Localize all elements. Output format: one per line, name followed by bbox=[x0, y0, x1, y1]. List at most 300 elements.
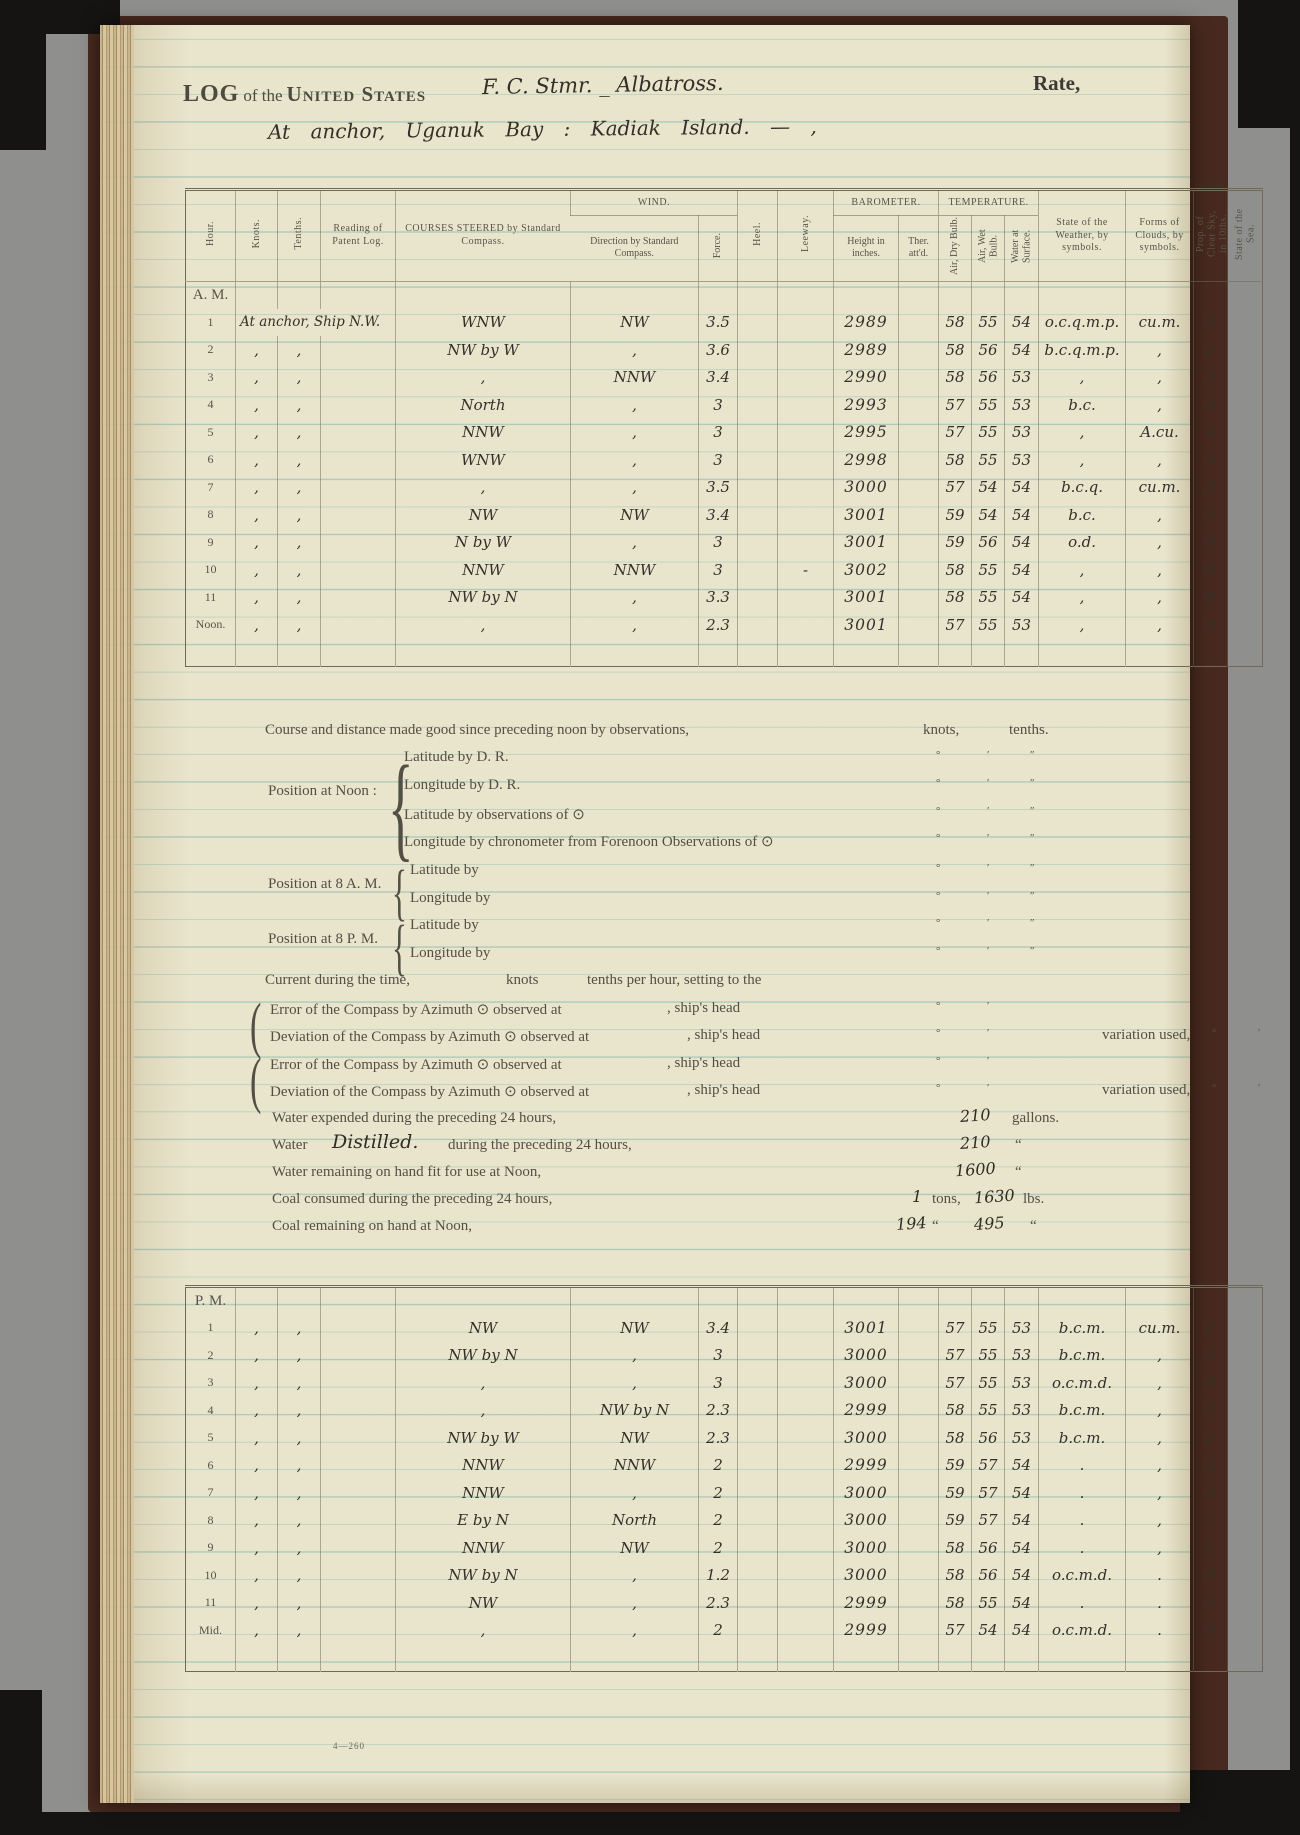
cell-clouds: A.cu. bbox=[1126, 419, 1194, 447]
cell-sea bbox=[1228, 611, 1263, 639]
cell-wind: NW bbox=[571, 501, 699, 529]
cell-dry: 58 bbox=[939, 336, 972, 364]
col-header-courses: COURSES STEERED by Standard Compass. bbox=[396, 190, 571, 282]
ships-head-label: , ship's head bbox=[667, 1055, 741, 1071]
course-distance-label: Course and distance made good since preceding noon by observations, bbox=[265, 722, 690, 738]
cell-sea bbox=[1228, 419, 1263, 447]
cell-tenths: , bbox=[278, 364, 321, 392]
empty-cell bbox=[1005, 1287, 1039, 1315]
cell-heel bbox=[738, 1342, 778, 1370]
cell-ther bbox=[899, 364, 939, 392]
pm-filler-row bbox=[186, 1644, 1263, 1672]
cell-sky: 0 bbox=[1194, 529, 1228, 557]
cell-hour: 7 bbox=[207, 479, 214, 494]
cell-leeway bbox=[778, 1589, 834, 1617]
tenths-label: tenths. bbox=[1009, 722, 1049, 738]
col-header-knots: Knots. bbox=[236, 190, 278, 282]
knots-label: knots, bbox=[923, 722, 960, 738]
empty-cell bbox=[972, 1644, 1005, 1672]
water-expended-label: Water expended during the preceding 24 hours, bbox=[272, 1110, 557, 1126]
coal-consumed-line bbox=[100, 1185, 1190, 1213]
cell-knots: , bbox=[236, 529, 278, 557]
am-log-table bbox=[185, 188, 1263, 667]
cell-weather: , bbox=[1039, 556, 1126, 584]
empty-cell bbox=[778, 1644, 834, 1672]
cell-wind: NW bbox=[571, 1534, 699, 1562]
empty-cell bbox=[1228, 281, 1263, 309]
cell-sky: 3 bbox=[1194, 364, 1228, 392]
cell-leeway bbox=[778, 419, 834, 447]
tons-label: tons, bbox=[932, 1191, 961, 1207]
cell-sky: 3 bbox=[1194, 474, 1228, 502]
lat-8am-line bbox=[100, 862, 1190, 884]
cell-wind: , bbox=[571, 1562, 699, 1590]
cell-knots: , bbox=[236, 336, 278, 364]
cell-baro: 2989 bbox=[834, 309, 899, 337]
cell-wind: , bbox=[571, 584, 699, 612]
cell-heel bbox=[738, 309, 778, 337]
cell-course: NW by N bbox=[396, 584, 571, 612]
lat-8pm-line bbox=[100, 917, 1190, 939]
col-header-tenths: Tenths. bbox=[278, 190, 321, 282]
cell-water: 54 bbox=[1005, 474, 1039, 502]
cell-log bbox=[321, 1589, 396, 1617]
cell-knots: , bbox=[236, 1397, 278, 1425]
empty-cell bbox=[738, 639, 778, 667]
col-header-weather: State of the Weather, by symbols. bbox=[1039, 190, 1126, 282]
coal-consumed-label: Coal consumed during the preceding 24 hours, bbox=[272, 1191, 553, 1207]
cell-log bbox=[321, 1397, 396, 1425]
degree-mark: ° bbox=[936, 890, 941, 902]
cell-course: WNW bbox=[396, 309, 571, 337]
empty-cell bbox=[1194, 1644, 1228, 1672]
cell-wind: NNW bbox=[571, 556, 699, 584]
cell-knots: , bbox=[236, 1507, 278, 1535]
col-header-leeway: Leeway. bbox=[778, 190, 834, 282]
cell-wind: , bbox=[571, 336, 699, 364]
cell-wind: , bbox=[571, 1369, 699, 1397]
cell-baro: 3000 bbox=[834, 1424, 899, 1452]
compass-error-line-2 bbox=[100, 1055, 1190, 1077]
cell-force: 3 bbox=[699, 556, 738, 584]
col-header-clouds: Forms of Clouds, by symbols. bbox=[1126, 190, 1194, 282]
ships-head-label: , ship's head bbox=[687, 1082, 761, 1098]
cell-baro: 3001 bbox=[834, 529, 899, 557]
cell-log bbox=[321, 1369, 396, 1397]
cell-wet: 54 bbox=[972, 474, 1005, 502]
cell-water: 53 bbox=[1005, 1314, 1039, 1342]
col-group-wind: WIND. bbox=[571, 190, 738, 216]
degree-mark: ° bbox=[936, 945, 941, 957]
cell-wind: NW bbox=[571, 1424, 699, 1452]
cell-heel bbox=[738, 1424, 778, 1452]
empty-cell bbox=[699, 1644, 738, 1672]
cell-heel bbox=[738, 364, 778, 392]
cell-weather: . bbox=[1039, 1589, 1126, 1617]
degree-mark: ° bbox=[936, 1082, 941, 1094]
pm-row-1 bbox=[186, 1314, 1263, 1342]
cell-ther bbox=[899, 1562, 939, 1590]
page-title bbox=[183, 81, 426, 108]
cell-sky: 3 bbox=[1194, 391, 1228, 419]
cell-wind: , bbox=[571, 611, 699, 639]
cell-knots: , bbox=[236, 1562, 278, 1590]
cell-sea bbox=[1228, 446, 1263, 474]
cell-tenths: , bbox=[278, 529, 321, 557]
cell-course: NW bbox=[396, 1589, 571, 1617]
cell-ther bbox=[899, 391, 939, 419]
empty-cell bbox=[1194, 639, 1228, 667]
am-table-header bbox=[186, 190, 1263, 282]
cell-heel bbox=[738, 1397, 778, 1425]
cell-weather: b.c.m. bbox=[1039, 1314, 1126, 1342]
water-expended-line bbox=[100, 1104, 1190, 1132]
empty-cell bbox=[1228, 639, 1263, 667]
cell-water: 54 bbox=[1005, 584, 1039, 612]
water-distilled-line bbox=[100, 1131, 1190, 1159]
cell-clouds: , bbox=[1126, 446, 1194, 474]
cell-sky: 5 bbox=[1194, 446, 1228, 474]
empty-cell bbox=[834, 281, 899, 309]
pm-row-9 bbox=[186, 1534, 1263, 1562]
cell-baro: 2999 bbox=[834, 1452, 899, 1480]
cell-water: 53 bbox=[1005, 1397, 1039, 1425]
am-row-8 bbox=[186, 501, 1263, 529]
cell-sea bbox=[1228, 1617, 1263, 1645]
cell-wet: 56 bbox=[972, 364, 1005, 392]
cell-hour: 5 bbox=[207, 424, 214, 439]
cell-hour: Mid. bbox=[198, 1622, 222, 1637]
cell-wet: 55 bbox=[972, 1342, 1005, 1370]
cell-hour: 2 bbox=[207, 342, 214, 357]
pm-row-4 bbox=[186, 1397, 1263, 1425]
cell-weather: . bbox=[1039, 1452, 1126, 1480]
variation-used-label: variation used, bbox=[1102, 1082, 1191, 1098]
col-header-hour: Hour. bbox=[186, 190, 236, 282]
cell-course: NW by W bbox=[396, 1424, 571, 1452]
cell-log bbox=[321, 529, 396, 557]
cell-heel bbox=[738, 1479, 778, 1507]
col-header-baro-height: Height in inches. bbox=[834, 216, 899, 282]
minute-mark: ′ bbox=[987, 945, 990, 957]
ditto-mark: “ bbox=[1015, 1164, 1022, 1180]
lon-dr-label: Longitude by D. R. bbox=[404, 777, 521, 793]
cell-tenths: , bbox=[278, 556, 321, 584]
cell-tenths: , bbox=[278, 1479, 321, 1507]
cell-sea bbox=[1228, 584, 1263, 612]
cell-ther bbox=[899, 1589, 939, 1617]
cell-wet: 55 bbox=[972, 309, 1005, 337]
degree-mark: ° bbox=[1212, 1082, 1217, 1094]
col-header-air-dry: Air, Dry Bulb. bbox=[939, 216, 972, 282]
empty-cell bbox=[571, 281, 699, 309]
cell-leeway bbox=[778, 474, 834, 502]
empty-cell bbox=[1194, 1287, 1228, 1315]
cell-hour: 9 bbox=[207, 1540, 214, 1555]
am-row-Noon bbox=[186, 611, 1263, 639]
empty-cell bbox=[396, 1287, 571, 1315]
cell-water: 54 bbox=[1005, 529, 1039, 557]
cell-force: 3 bbox=[699, 1369, 738, 1397]
cell-dry: 58 bbox=[939, 584, 972, 612]
cell-log bbox=[321, 1507, 396, 1535]
cell-sea bbox=[1228, 1369, 1263, 1397]
cell-sea bbox=[1228, 1507, 1263, 1535]
second-mark: ″ bbox=[1030, 832, 1035, 844]
cell-hour: 8 bbox=[207, 507, 214, 522]
cell-sea bbox=[1228, 1479, 1263, 1507]
cell-course: N by W bbox=[396, 529, 571, 557]
cell-knots: , bbox=[236, 1314, 278, 1342]
cell-tenths: , bbox=[278, 1452, 321, 1480]
cell-wind: , bbox=[571, 474, 699, 502]
cell-baro: 3001 bbox=[834, 584, 899, 612]
water-remaining-value: 1600 bbox=[954, 1158, 997, 1181]
lon-chron-label: Longitude by chronometer from Forenoon Observations of ⊙ bbox=[404, 834, 774, 850]
water-distilled-value: 210 bbox=[959, 1131, 992, 1154]
cell-sea bbox=[1228, 501, 1263, 529]
cell-knots: , bbox=[236, 1424, 278, 1452]
cell-force: 3.5 bbox=[699, 474, 738, 502]
minute-mark: ′ bbox=[987, 862, 990, 874]
cell-ther bbox=[899, 309, 939, 337]
cell-sky: 2 bbox=[1194, 1342, 1228, 1370]
empty-cell bbox=[738, 281, 778, 309]
cell-weather: , bbox=[1039, 419, 1126, 447]
cell-log bbox=[321, 1562, 396, 1590]
cell-leeway bbox=[778, 529, 834, 557]
cell-wind: , bbox=[571, 529, 699, 557]
cell-tenths: , bbox=[278, 1589, 321, 1617]
cell-water: 53 bbox=[1005, 1342, 1039, 1370]
empty-cell bbox=[972, 1287, 1005, 1315]
minute-mark: ′ bbox=[987, 777, 990, 789]
cell-sky: 2 bbox=[1194, 1397, 1228, 1425]
empty-cell bbox=[738, 1644, 778, 1672]
cell-clouds: cu.m. bbox=[1126, 474, 1194, 502]
cell-tenths: , bbox=[278, 1534, 321, 1562]
cell-weather: b.c.m. bbox=[1039, 1342, 1126, 1370]
degree-mark: ° bbox=[936, 1055, 941, 1067]
ditto-mark: “ bbox=[932, 1218, 939, 1234]
cell-wet: 55 bbox=[972, 1589, 1005, 1617]
cell-wet: 55 bbox=[972, 1397, 1005, 1425]
cell-ther bbox=[899, 1617, 939, 1645]
cell-leeway: - bbox=[778, 556, 834, 584]
cell-dry: 58 bbox=[939, 1589, 972, 1617]
am-row-9 bbox=[186, 529, 1263, 557]
compass-error-label: Error of the Compass by Azimuth ⊙ observed at bbox=[270, 1057, 562, 1073]
am-row-2 bbox=[186, 336, 1263, 364]
cell-hour: 5 bbox=[207, 1430, 214, 1445]
col-header-heel: Heel. bbox=[738, 190, 778, 282]
cell-course: NW by W bbox=[396, 336, 571, 364]
empty-cell bbox=[1228, 1644, 1263, 1672]
cell-dry: 59 bbox=[939, 529, 972, 557]
current-line bbox=[100, 972, 1190, 994]
cell-force: 2 bbox=[699, 1507, 738, 1535]
cell-tenths: , bbox=[278, 584, 321, 612]
cell-ther bbox=[899, 474, 939, 502]
cell-water: 53 bbox=[1005, 1369, 1039, 1397]
pm-row-6 bbox=[186, 1452, 1263, 1480]
cell-wet: 54 bbox=[972, 1617, 1005, 1645]
pm-row-3 bbox=[186, 1369, 1263, 1397]
cell-course: NW bbox=[396, 1314, 571, 1342]
cell-sky: 2 bbox=[1194, 1479, 1228, 1507]
water-distilled-label: during the preceding 24 hours, bbox=[448, 1137, 632, 1153]
cell-weather: , bbox=[1039, 611, 1126, 639]
cell-clouds: , bbox=[1126, 529, 1194, 557]
cell-sea bbox=[1228, 529, 1263, 557]
title-of-the: of the bbox=[243, 86, 283, 105]
cell-ther bbox=[899, 1369, 939, 1397]
empty-cell bbox=[899, 1287, 939, 1315]
pm-row-2 bbox=[186, 1342, 1263, 1370]
cell-weather: , bbox=[1039, 446, 1126, 474]
cell-wet: 55 bbox=[972, 1314, 1005, 1342]
empty-cell bbox=[1126, 1287, 1194, 1315]
empty-cell bbox=[699, 639, 738, 667]
cell-baro: 3001 bbox=[834, 1314, 899, 1342]
cell-weather: o.c.q.m.p. bbox=[1039, 309, 1126, 337]
cell-dry: 58 bbox=[939, 446, 972, 474]
minute-mark: ′ bbox=[987, 1082, 990, 1094]
ships-head-label: , ship's head bbox=[687, 1027, 761, 1043]
ditto-mark: “ bbox=[1030, 1218, 1037, 1234]
cell-log bbox=[321, 364, 396, 392]
empty-cell bbox=[1126, 1644, 1194, 1672]
cell-ther bbox=[899, 336, 939, 364]
degree-mark: ° bbox=[936, 1000, 941, 1012]
cell-log bbox=[321, 611, 396, 639]
cell-heel bbox=[738, 446, 778, 474]
degree-mark: ° bbox=[936, 805, 941, 817]
am-row-11 bbox=[186, 584, 1263, 612]
variation-used-label: variation used, bbox=[1102, 1027, 1191, 1043]
pm-row-11 bbox=[186, 1589, 1263, 1617]
col-header-patent-log: Reading of Patent Log. bbox=[321, 190, 396, 282]
cell-wind: , bbox=[571, 1479, 699, 1507]
lat-8am-label: Latitude by bbox=[410, 862, 479, 878]
position-8pm-label: Position at 8 P. M. bbox=[268, 931, 379, 947]
cell-clouds: , bbox=[1126, 336, 1194, 364]
am-row-7 bbox=[186, 474, 1263, 502]
cell-force: 3.6 bbox=[699, 336, 738, 364]
minute-mark: ′ bbox=[987, 917, 990, 929]
col-header-wind-direction: Direction by Standard Compass. bbox=[571, 216, 699, 282]
cell-hour: 4 bbox=[207, 397, 214, 412]
cell-force: 2.3 bbox=[699, 1397, 738, 1425]
minute-mark: ′ bbox=[987, 749, 990, 761]
cell-baro: 2998 bbox=[834, 446, 899, 474]
cell-log bbox=[321, 1479, 396, 1507]
cell-sky: 1 bbox=[1194, 1534, 1228, 1562]
cell-ther bbox=[899, 584, 939, 612]
cell-wet: 55 bbox=[972, 611, 1005, 639]
cell-hour: 7 bbox=[207, 1485, 214, 1500]
coal-tons-value: 1 bbox=[912, 1187, 923, 1206]
cell-ther bbox=[899, 1314, 939, 1342]
cell-weather: b.c.m. bbox=[1039, 1424, 1126, 1452]
cell-force: 3 bbox=[699, 446, 738, 474]
compass-brace-2: ( bbox=[250, 1047, 262, 1115]
current-pre: Current during the time, bbox=[265, 972, 410, 988]
cell-dry: 58 bbox=[939, 556, 972, 584]
cell-weather: . bbox=[1039, 1507, 1126, 1535]
cell-weather: . bbox=[1039, 1479, 1126, 1507]
cell-dry: 59 bbox=[939, 501, 972, 529]
cell-wet: 54 bbox=[972, 501, 1005, 529]
cell-wind: , bbox=[571, 446, 699, 474]
coal-remaining-tons: 194 bbox=[895, 1212, 928, 1235]
lat-obs-line bbox=[100, 805, 1190, 827]
cell-dry: 59 bbox=[939, 1507, 972, 1535]
minute-mark: ′ bbox=[1258, 1027, 1261, 1039]
cell-water: 54 bbox=[1005, 1562, 1039, 1590]
cell-water: 53 bbox=[1005, 391, 1039, 419]
cell-wind: , bbox=[571, 391, 699, 419]
col-header-clear-sky: Prop. of Clear Sky, in 10ths. bbox=[1194, 190, 1228, 282]
cell-clouds: . bbox=[1126, 1617, 1194, 1645]
cell-clouds: , bbox=[1126, 1507, 1194, 1535]
empty-cell bbox=[321, 1644, 396, 1672]
cell-sea bbox=[1228, 1397, 1263, 1425]
cell-heel bbox=[738, 1369, 778, 1397]
cell-hour: 6 bbox=[207, 452, 214, 467]
cell-water: 53 bbox=[1005, 1424, 1039, 1452]
cell-sky: 2 bbox=[1194, 336, 1228, 364]
cell-clouds: , bbox=[1126, 584, 1194, 612]
current-post: tenths per hour, setting to the bbox=[587, 972, 762, 988]
minute-mark: ′ bbox=[987, 890, 990, 902]
cell-clouds: , bbox=[1126, 1424, 1194, 1452]
cell-log bbox=[321, 474, 396, 502]
cell-dry: 57 bbox=[939, 1369, 972, 1397]
logbook-page bbox=[100, 25, 1261, 1803]
cell-sky: 0 bbox=[1194, 1562, 1228, 1590]
cell-knots: , bbox=[236, 584, 278, 612]
cell-sky: 0 bbox=[1194, 1589, 1228, 1617]
empty-cell bbox=[834, 1287, 899, 1315]
cell-dry: 58 bbox=[939, 1424, 972, 1452]
minute-mark: ′ bbox=[987, 832, 990, 844]
cell-sky: 0 bbox=[1194, 1617, 1228, 1645]
cell-log bbox=[321, 556, 396, 584]
cell-weather: o.d. bbox=[1039, 529, 1126, 557]
cell-force: 2 bbox=[699, 1617, 738, 1645]
cell-hour: 10 bbox=[204, 1567, 217, 1582]
cell-force: 3 bbox=[699, 1342, 738, 1370]
cell-leeway bbox=[778, 1424, 834, 1452]
compass-error-line-1 bbox=[100, 1000, 1190, 1022]
cell-dry: 57 bbox=[939, 611, 972, 639]
empty-cell bbox=[1005, 1644, 1039, 1672]
cell-force: 2.3 bbox=[699, 611, 738, 639]
cell-force: 3.4 bbox=[699, 364, 738, 392]
cell-hour: 3 bbox=[207, 369, 214, 384]
cell-wind: NNW bbox=[571, 364, 699, 392]
cell-clouds: , bbox=[1126, 611, 1194, 639]
cell-dry: 58 bbox=[939, 1397, 972, 1425]
current-knots: knots bbox=[506, 972, 539, 988]
cell-sea bbox=[1228, 1314, 1263, 1342]
cell-leeway bbox=[778, 1507, 834, 1535]
cell-tenths: , bbox=[278, 501, 321, 529]
cell-leeway bbox=[778, 1562, 834, 1590]
cell-force: 3 bbox=[699, 419, 738, 447]
empty-cell bbox=[778, 639, 834, 667]
